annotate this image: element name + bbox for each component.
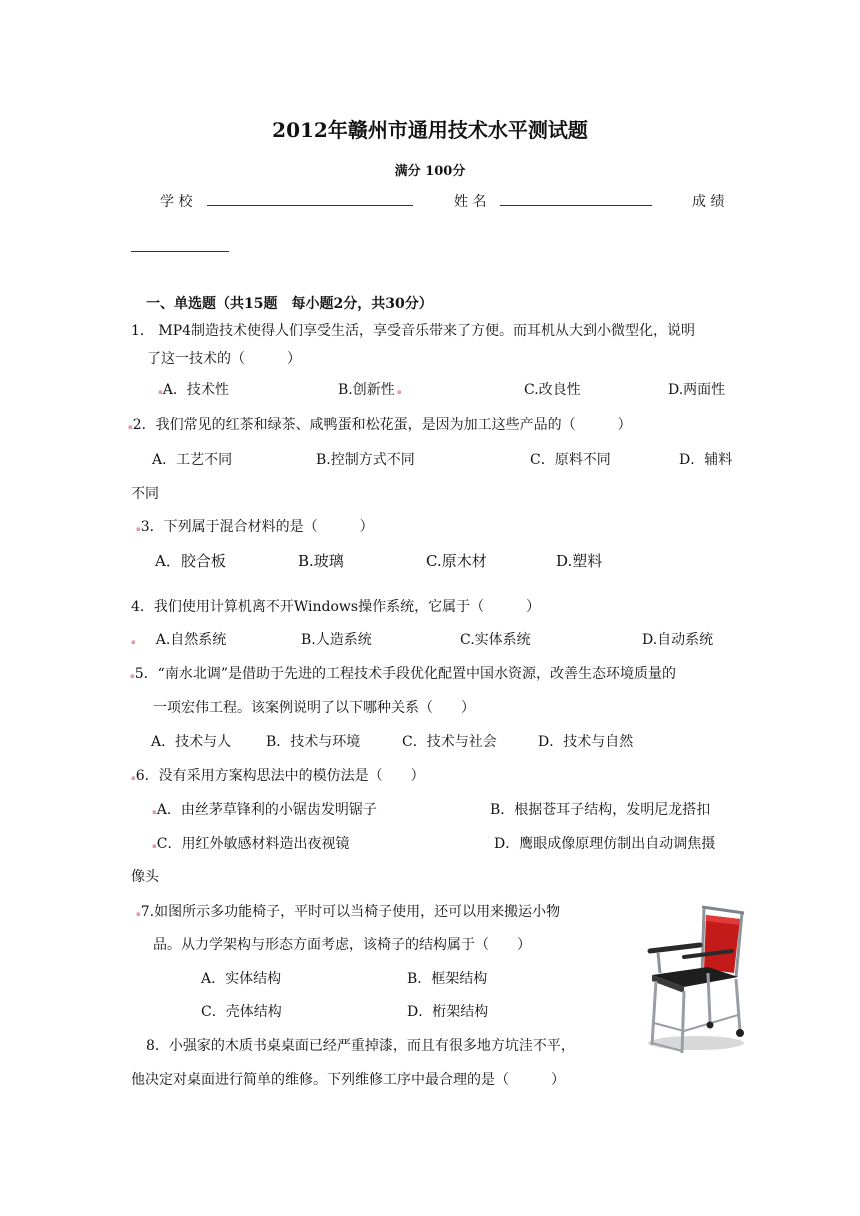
edit-mark-icon: ▪	[136, 525, 141, 533]
q1-option-d: D.两面性	[668, 382, 726, 398]
full-score: 满分 100分	[394, 164, 466, 179]
score-blank	[131, 240, 229, 256]
question-3-stem: ▪3．下列属于混合材料的是（ ）	[136, 519, 374, 535]
edit-mark-icon: ▪	[131, 774, 136, 782]
school-field	[160, 191, 413, 211]
edit-mark-icon: ▪	[136, 910, 141, 918]
name-field	[454, 191, 652, 211]
q7-option-b: B．框架结构	[407, 971, 488, 987]
edit-mark-icon: ▪	[158, 388, 163, 396]
q4-option-b: B.人造系统	[301, 632, 372, 648]
question-2-stem-cont: 不同	[131, 486, 159, 502]
q5-option-b: B．技术与环境	[266, 734, 361, 750]
q5-option-c: C．技术与社会	[402, 734, 497, 750]
q1-option-b: B.创新性 ▪	[338, 382, 402, 398]
page-title: 2012年赣州市通用技术水平测试题	[272, 118, 588, 142]
edit-mark-icon: ▪	[152, 808, 157, 816]
q1-option-c: C.改良性	[524, 382, 581, 398]
question-7-stem: ▪7.如图所示多功能椅子，平时可以当椅子使用，还可以用来搬运小物	[136, 904, 561, 920]
question-2-stem: ▪2．我们常见的红茶和绿茶、咸鸭蛋和松花蛋，是因为加工这些产品的（ ）	[128, 417, 632, 433]
q4-option-d: D.自动系统	[642, 632, 714, 648]
school-blank	[207, 205, 413, 206]
q1-option-a: ▪A．技术性	[158, 382, 229, 398]
question-5-stem-cont: 一项宏伟工程。该案例说明了以下哪种关系（ ）	[153, 700, 475, 716]
question-6-stem-cont: 像头	[131, 869, 159, 885]
q6-option-b: B．根据苍耳子结构，发明尼龙搭扣	[490, 802, 711, 818]
q5-option-d: D．技术与自然	[538, 734, 634, 750]
name-label: 姓 名	[454, 194, 487, 210]
question-1-stem: 1． MP4制造技术使得人们享受生活，享受音乐带来了方便。而耳机从大到小微型化，说明	[131, 323, 696, 339]
q7-option-d: D．桁架结构	[407, 1004, 489, 1020]
q4-option-a: ▪ A.自然系统	[131, 632, 227, 648]
multi-function-chair-image	[644, 903, 748, 1061]
q2-option-b: B.控制方式不同	[316, 452, 415, 468]
q3-option-a: A．胶合板	[155, 552, 226, 570]
question-7-stem-cont: 品。从力学架构与形态方面考虑，该椅子的结构属于（ ）	[153, 937, 531, 953]
edit-mark-icon: ▪	[128, 423, 133, 431]
question-6-stem: ▪6．没有采用方案构思法中的模仿法是（ ）	[131, 768, 425, 784]
q6-option-c: ▪C．用红外敏感材料造出夜视镜	[152, 836, 350, 852]
q2-option-d: D．辅料	[679, 452, 733, 468]
q3-option-c: C.原木材	[426, 552, 487, 570]
question-5-stem: ▪5．“南水北调”是借助于先进的工程技术手段优化配置中国水资源，改善生态环境质量的	[130, 666, 676, 682]
question-8-stem-cont: 他决定对桌面进行简单的维修。下列维修工序中最合理的是（ ）	[131, 1072, 565, 1088]
q2-option-c: C．原料不同	[530, 452, 611, 468]
q4-option-c: C.实体系统	[460, 632, 531, 648]
school-label: 学 校	[160, 194, 193, 210]
edit-mark-icon: ▪	[394, 388, 402, 396]
edit-mark-icon: ▪	[131, 638, 136, 646]
question-1-stem-cont: 了这一技术的（ ）	[147, 351, 301, 367]
q3-option-d: D.塑料	[556, 552, 603, 570]
q7-option-a: A．实体结构	[201, 971, 282, 987]
section-heading: 一、单选题（共15题 每小题2分，共30分）	[146, 296, 433, 312]
q3-option-b: B.玻璃	[298, 552, 344, 570]
score-label: 成 绩	[692, 194, 725, 210]
q7-option-c: C．壳体结构	[201, 1004, 282, 1020]
edit-mark-icon: ▪	[152, 842, 157, 850]
q6-option-d: D．鹰眼成像原理仿制出自动调焦摄	[494, 836, 716, 852]
q2-option-a: A．工艺不同	[152, 452, 233, 468]
question-4-stem: 4．我们使用计算机离不开Windows操作系统，它属于（ ）	[131, 599, 541, 615]
q6-option-a: ▪A．由丝茅草锋利的小锯齿发明锯子	[152, 802, 377, 818]
name-blank	[500, 205, 652, 206]
q5-option-a: A．技术与人	[151, 734, 232, 750]
edit-mark-icon: ▪	[130, 672, 135, 680]
question-8-stem: 8．小强家的木质书桌桌面已经严重掉漆，而且有很多地方坑洼不平，	[146, 1038, 575, 1054]
